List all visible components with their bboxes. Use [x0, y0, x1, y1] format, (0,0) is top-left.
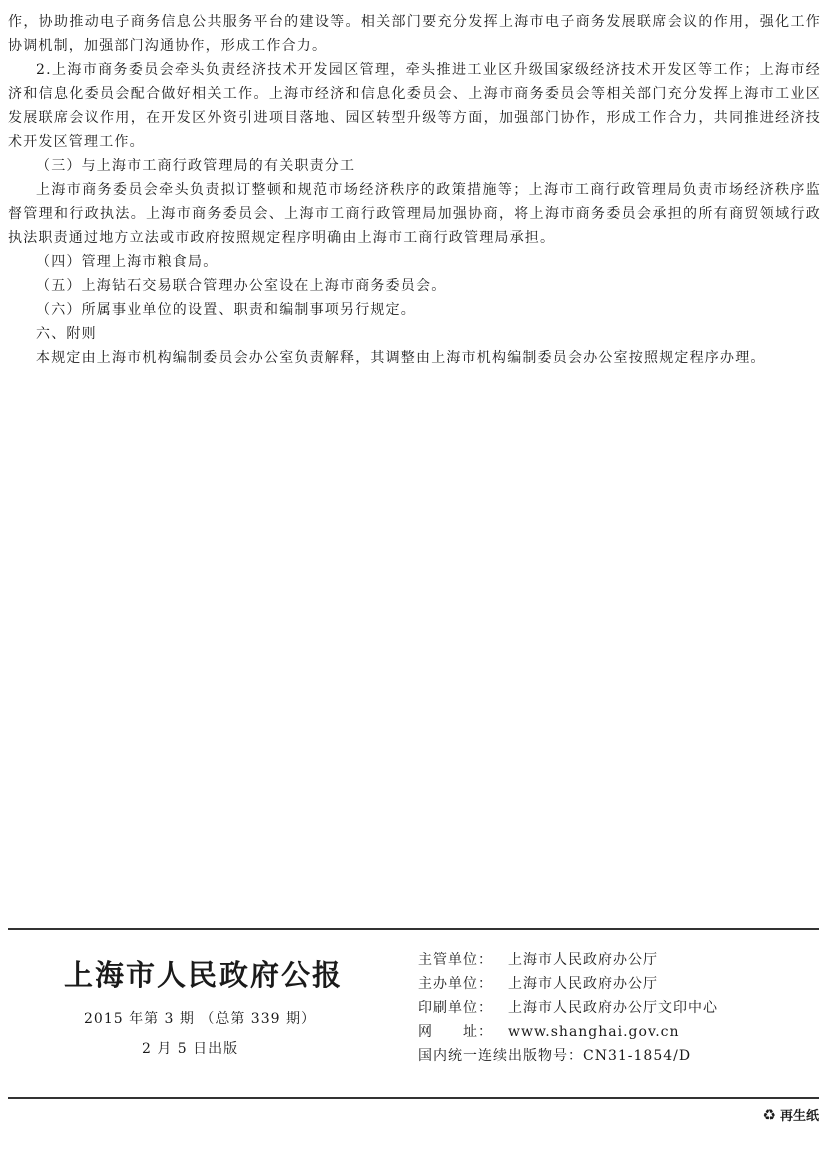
- info-row-serial-number: [418, 1044, 818, 1068]
- paragraph: 2.上海市商务委员会牵头负责经济技术开发园区管理，牵头推进工业区升级国家级经济技术开发区等工作；上海市经济和信息化委员会配合做好相关工作。上海市经济和信息化委员会、上海市商务委员会等相关部门充分发挥上海市工业区发展联席会议作用，在开发区外资引进项目落地、园区转型升级等方面，加强部门协作，形成工作合力，共同推进经济技术开发区管理工作。: [8, 62, 821, 150]
- publication-date: 2 月 5 日出版: [142, 1041, 239, 1057]
- website-url[interactable]: www.shanghai.gov.cn: [508, 1024, 680, 1040]
- info-label: 印刷单位：: [418, 1000, 493, 1016]
- info-value: CN31-1854/D: [583, 1048, 692, 1064]
- list-item: （四）管理上海市粮食局。: [36, 254, 219, 270]
- list-item: （六）所属事业单位的设置、职责和编制事项另行规定。: [36, 302, 416, 318]
- issue-number: 2015 年第 3 期 （总第 339 期）: [84, 1011, 316, 1027]
- info-label: 网 址：: [418, 1024, 493, 1040]
- info-label: 主管单位：: [418, 952, 493, 968]
- recycled-paper-mark: [763, 1105, 819, 1124]
- info-value: 上海市人民政府办公厅文印中心: [508, 1000, 718, 1016]
- info-row-sponsor: [418, 972, 818, 996]
- info-label: 国内统一连续出版物号：: [418, 1048, 583, 1064]
- info-label: 主办单位：: [418, 976, 493, 992]
- footer-bottom-divider: [8, 1097, 819, 1099]
- publication-info: [418, 948, 818, 1068]
- recycle-icon: ♻: [762, 1105, 776, 1124]
- publication-title: 上海市人民政府公报: [64, 958, 344, 992]
- info-row-website: [418, 1020, 818, 1044]
- info-row-printer: [418, 996, 818, 1020]
- paragraph: 作，协助推动电子商务信息公共服务平台的建设等。相关部门要充分发挥上海市电子商务发展联席会议的作用，强化工作协调机制，加强部门沟通协作，形成工作合力。: [8, 14, 821, 54]
- info-row-supervisor: [418, 948, 818, 972]
- footer-top-divider: [8, 928, 819, 930]
- paragraph: 上海市商务委员会牵头负责拟订整顿和规范市场经济秩序的政策措施等；上海市工商行政管理局负责市场经济秩序监督管理和行政执法。上海市商务委员会、上海市工商行政管理局加强协商，将上海市商务委员会承担的所有商贸领域行政执法职责通过地方立法或市政府按照规定程序明确由上海市工商行政管理局承担。: [8, 182, 821, 246]
- list-item: （五）上海钻石交易联合管理办公室设在上海市商务委员会。: [36, 278, 447, 294]
- section-heading: 六、附则: [36, 326, 97, 342]
- document-body: [8, 10, 821, 370]
- paragraph: 本规定由上海市机构编制委员会办公室负责解释，其调整由上海市机构编制委员会办公室按照规定程序办理。: [36, 350, 766, 366]
- info-value: 上海市人民政府办公厅: [508, 976, 658, 992]
- footer-masthead: [60, 953, 380, 1068]
- recycled-paper-label: 再生纸: [779, 1109, 819, 1124]
- info-value: 上海市人民政府办公厅: [508, 952, 658, 968]
- section-heading: （三）与上海市工商行政管理局的有关职责分工: [36, 158, 356, 174]
